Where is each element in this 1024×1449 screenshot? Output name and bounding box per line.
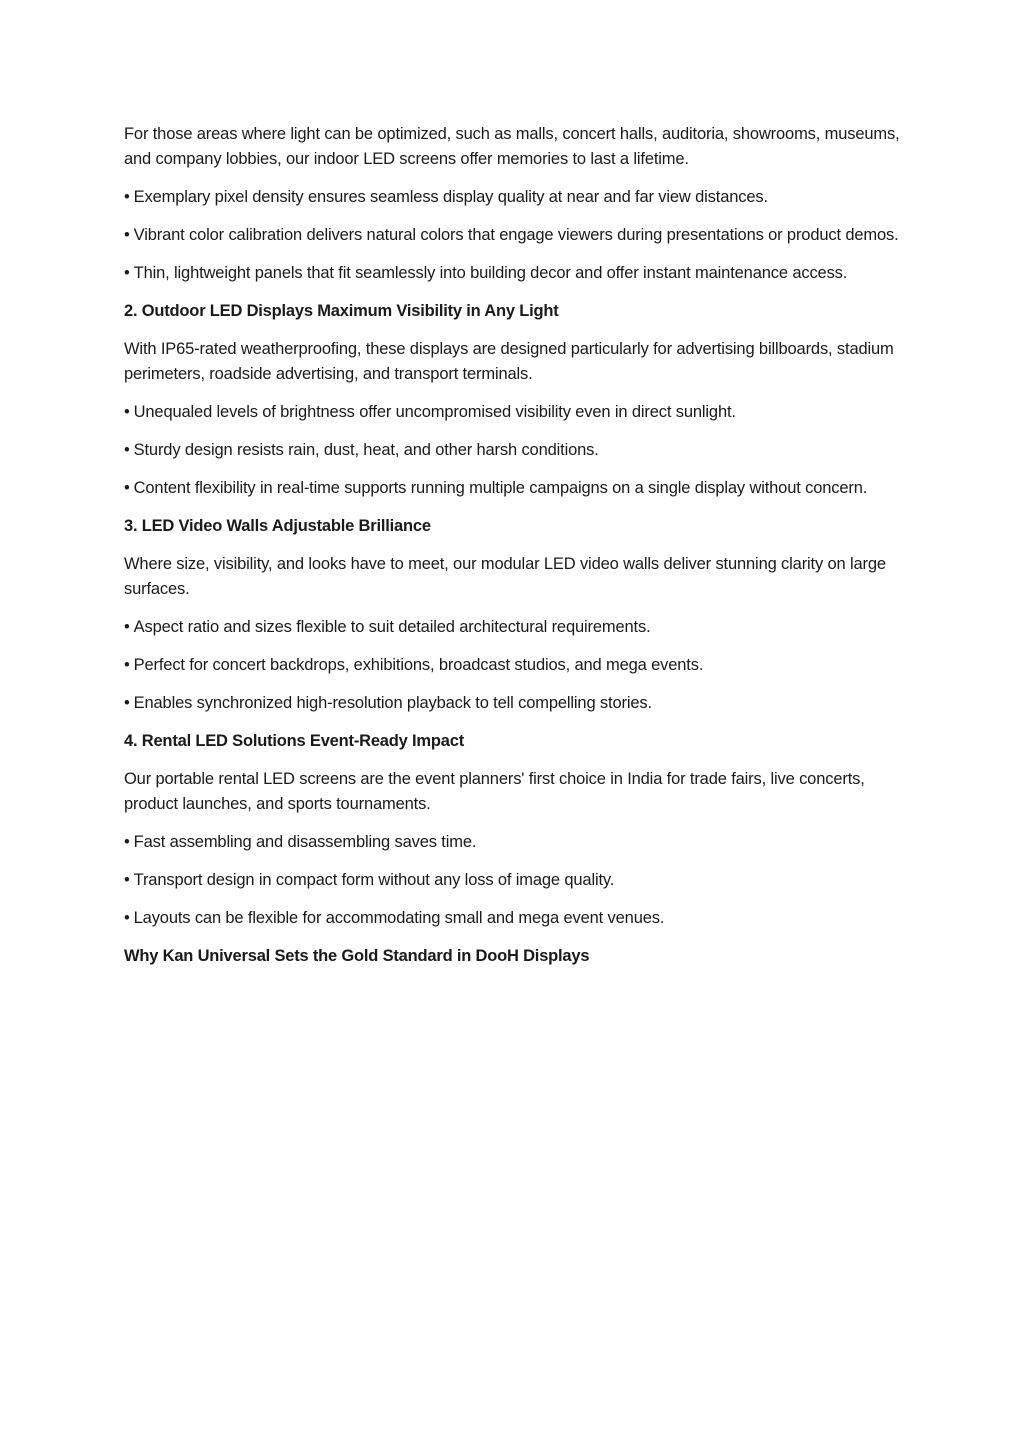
bullet-item [124, 653, 900, 678]
bullet-item [124, 830, 900, 855]
bullet-icon: • [124, 909, 130, 927]
bullet-text: Transport design in compact form without any loss of image quality. [133, 871, 615, 889]
bullet-text: Unequaled levels of brightness offer uncompromised visibility even in direct sunlight. [133, 403, 736, 421]
bullet-text: Content flexibility in real-time supports running multiple campaigns on a single display without concern. [133, 479, 868, 497]
document-page [124, 122, 900, 982]
bullet-text: Thin, lightweight panels that fit seamlessly into building decor and offer instant maintenance access. [133, 264, 848, 282]
bullet-icon: • [124, 226, 130, 244]
bullet-item [124, 223, 900, 248]
section-heading-outdoor: 2. Outdoor LED Displays Maximum Visibility in Any Light [124, 302, 559, 320]
intro-paragraph: For those areas where light can be optimized, such as malls, concert halls, auditoria, showrooms, museums, and company lobbies, our indoor LED screens offer memories to last a lifetime. [124, 125, 900, 168]
bullet-text: Enables synchronized high-resolution playback to tell compelling stories. [133, 694, 652, 712]
bullet-icon: • [124, 403, 130, 421]
bullet-icon: • [124, 871, 130, 889]
bullet-item [124, 476, 900, 501]
bullet-item [124, 691, 900, 716]
bullet-text: Vibrant color calibration delivers natural colors that engage viewers during presentations or product demos. [133, 226, 899, 244]
bullet-text: Sturdy design resists rain, dust, heat, and other harsh conditions. [133, 441, 599, 459]
bullet-item [124, 400, 900, 425]
bullet-text: Exemplary pixel density ensures seamless display quality at near and far view distances. [133, 188, 768, 206]
section-paragraph: Our portable rental LED screens are the event planners' first choice in India for trade fairs, live concerts, product launches, and sports tournaments. [124, 770, 865, 813]
bullet-text: Fast assembling and disassembling saves time. [133, 833, 477, 851]
bullet-icon: • [124, 833, 130, 851]
bullet-item [124, 868, 900, 893]
bullet-text: Layouts can be flexible for accommodating small and mega event venues. [133, 909, 665, 927]
bullet-icon: • [124, 188, 130, 206]
section-paragraph: Where size, visibility, and looks have to meet, our modular LED video walls deliver stunning clarity on large surfaces. [124, 555, 886, 598]
bullet-item [124, 906, 900, 931]
bullet-icon: • [124, 618, 130, 636]
bullet-icon: • [124, 441, 130, 459]
bullet-icon: • [124, 264, 130, 282]
bullet-item [124, 438, 900, 463]
bullet-item [124, 615, 900, 640]
bullet-item [124, 185, 900, 210]
bullet-text: Aspect ratio and sizes flexible to suit detailed architectural requirements. [133, 618, 651, 636]
bullet-text: Perfect for concert backdrops, exhibitions, broadcast studios, and mega events. [133, 656, 704, 674]
bullet-icon: • [124, 479, 130, 497]
section-heading-why-kan: Why Kan Universal Sets the Gold Standard in DooH Displays [124, 947, 590, 965]
section-heading-video-walls: 3. LED Video Walls Adjustable Brilliance [124, 517, 431, 535]
bullet-icon: • [124, 694, 130, 712]
section-heading-rental: 4. Rental LED Solutions Event-Ready Impact [124, 732, 465, 750]
bullet-item [124, 261, 900, 286]
section-paragraph: With IP65-rated weatherproofing, these displays are designed particularly for advertising billboards, stadium perimeters, roadside advertising, and transport terminals. [124, 340, 894, 383]
bullet-icon: • [124, 656, 130, 674]
